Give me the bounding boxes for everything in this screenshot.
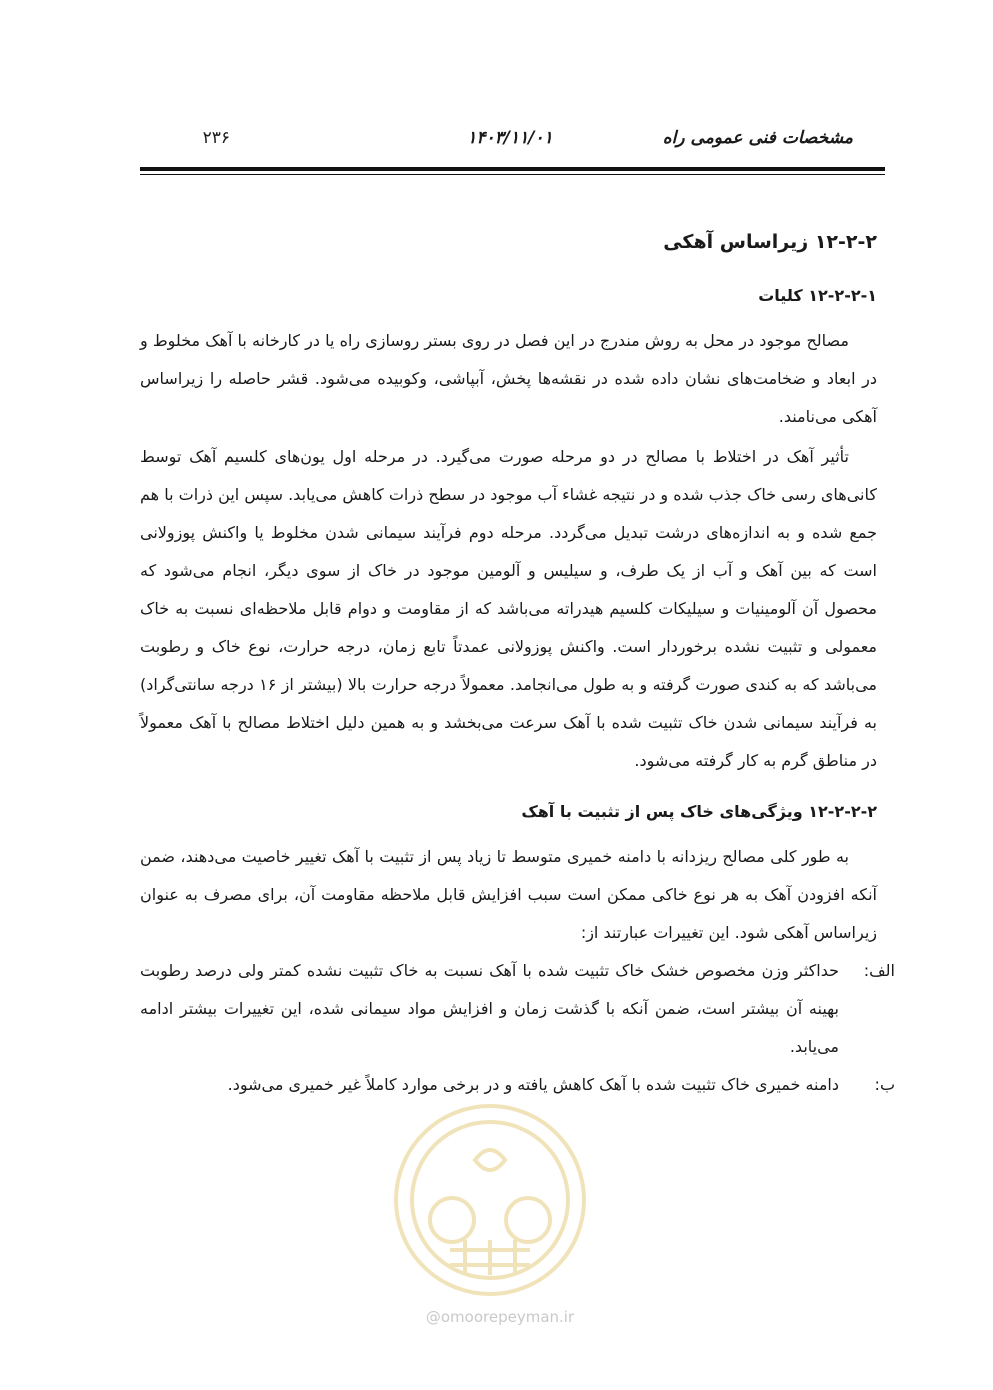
paragraph-definition: مصالح موجود در محل به روش مندرج در این فصل در روی بستر روسازی راه یا در کارخانه با آهک مخلوط و در ابعاد و ضخامت‌های نشان داده شده در نقشه‌ها پخش، آبپاشی، وکوبیده می‌شود. قشر حاصله را زیراساس آهکی می‌نامند. <box>140 331 877 426</box>
page-content <box>140 220 895 1104</box>
list-item-label: ب: <box>874 1075 895 1094</box>
list-item-label: الف: <box>863 961 895 980</box>
header-rule-thick <box>140 167 885 171</box>
list-item-text: حداکثر وزن مخصوص خشک خاک تثبیت شده با آهک نسبت به خاک تثبیت نشده کمتر ولی درصد رطوبت بهینه آن بیشتر است، ضمن آنکه با گذشت زمان و افزایش مواد سیمانی شده، این تغییرات بیشتر ادامه می‌یابد. <box>140 961 839 1056</box>
section-heading: ۱۲-۲-۲ زیراساس آهکی <box>663 231 877 253</box>
paragraph-properties-intro: به طور کلی مصالح ریزدانه با دامنه خمیری متوسط تا زیاد پس از تثبیت با آهک تغییر خاصیت می‌دهند، ضمن آنکه افزودن آهک به هر نوع خاکی ممکن است سبب افزایش قابل ملاحظه مقاومت آن، برای مصرف به عنوان زیراساس آهکی شود. این تغییرات عبارتند از: <box>140 847 877 942</box>
paragraph-lime-effect: تأثیر آهک در اختلاط با مصالح در دو مرحله صورت می‌گیرد. در مرحله اول یون‌های کلسیم آهک توسط کانی‌های رسی خاک جذب شده و در نتیجه غشاء آب موجود در سطح ذرات کاهش می‌یابد. سپس این ذرات با هم جمع شده و به اندازه‌های درشت تبدیل می‌گردد. مرحله دوم فرآیند سیمانی شدن مخلوط یا واکنش پوزولانی است که بین آهک و آب از یک طرف، و سیلیس و آلومین موجود در خاک از سوی دیگر، انجام می‌شود که محصول آن آلومینیات و سیلیکات کلسیم هیدراته می‌باشد که از مقاومت و دوام قابل ملاحظه‌ای نسبت به خاک معمولی و تثبیت نشده برخوردار است. واکنش پوزولانی عمدتاً تابع زمان، درجه حرارت، نوع خاک و رطوبت می‌باشد که به کندی صورت گرفته و به طول می‌انجامد. معمولاً درجه حرارت بالا (بیشتر از ۱۶ درجه سانتی‌گراد) به فرآیند سیمانی شدن خاک تثبیت شده با آهک سرعت می‌بخشد و به همین دلیل اختلاط مصالح با آهک معمولاً در مناطق گرم به کار گرفته می‌شود. <box>140 447 877 770</box>
subsection-heading-properties: ۱۲-۲-۲-۲ ویژگی‌های خاک پس از تثبیت با آهک <box>521 802 877 821</box>
watermark-seal-icon <box>390 1100 590 1300</box>
page-number: ۲۳۶ <box>202 128 230 148</box>
subsection-heading-general: ۱۲-۲-۲-۱ کلیات <box>758 286 877 305</box>
list-item-text: دامنه خمیری خاک تثبیت شده با آهک کاهش یافته و در برخی موارد کاملاً غیر خمیری می‌شود. <box>227 1075 839 1094</box>
header-rule-thin <box>140 174 885 175</box>
watermark-url: @omoorepeyman.ir <box>425 1308 575 1326</box>
list-item <box>140 952 895 1066</box>
running-header-date: ۱۴۰۳/۱۱/۰۱ <box>467 128 553 148</box>
list-item <box>140 1066 895 1104</box>
running-header-title: مشخصات فنی عمومی راه <box>662 128 853 148</box>
